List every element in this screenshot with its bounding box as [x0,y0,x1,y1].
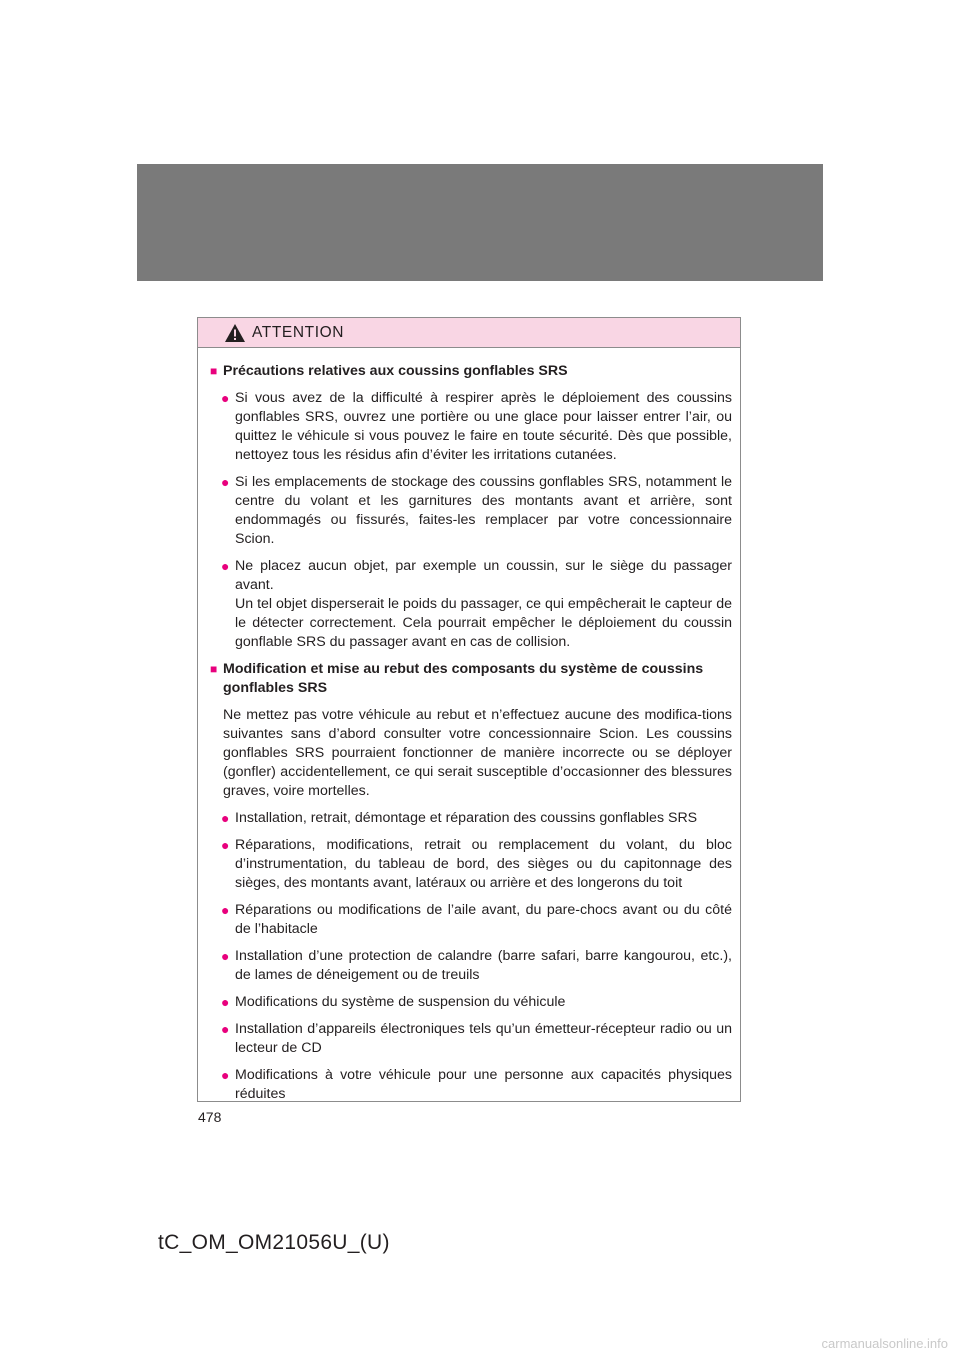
watermark: carmanualsonline.info [821,1336,948,1351]
bullet-text: Si vous avez de la difficulté à respirer après le déploiement des coussins gonflables SRS, ouvrez une portière ou une glace pour laisser entrer l’air, ou quittez le véhicule si vous pouvez le faire en toute sécurité. Dès que possible, nettoyez tous les résidus afin d’éviter les irritations cutanées. [235,390,732,463]
square-bullet-icon: ■ [210,364,218,378]
bullet-item [210,947,732,985]
round-bullet-icon: ● [221,902,230,918]
bullet-text: Réparations ou modifications de l’aile avant, du pare-chocs avant ou du côté de l’habitacle [235,902,732,937]
document-id: tC_OM_OM21056U_(U) [158,1231,390,1254]
bullet-item [210,1066,732,1104]
bullet-text: Modifications du système de suspension du véhicule [235,994,566,1010]
chapter-header-band [137,164,823,281]
bullet-text: Installation d’appareils électroniques tels qu’un émetteur-récepteur radio ou un lecteur de CD [235,1021,732,1056]
bullet-item [210,993,732,1012]
round-bullet-icon: ● [221,1021,230,1037]
section-paragraph: Ne mettez pas votre véhicule au rebut et n’effectuez aucune des modifica-tions suivantes sans d’abord consulter votre concessionnaire Scion. Les coussins gonflables SRS pourraient fonctionner de manière incorrecte ou se déployer (gonfler) accidentellement, ce qui serait susceptible d’occasionner des blessures graves, voire mortelles. [223,707,732,799]
bullet-text: Modifications à votre véhicule pour une personne aux capacités physiques réduites [235,1067,732,1102]
bullet-text: Ne placez aucun objet, par exemple un coussin, sur le siège du passager avant. Un tel objet disperserait le poids du passager, ce qui empêcherait le capteur de le détecter correctement. Cela pourrait empêcher le déploiement du coussin gonflable SRS du passager avant en cas de collision. [235,558,732,650]
attention-title: ATTENTION [252,323,345,341]
section-title [210,362,732,381]
attention-box [197,317,741,1102]
round-bullet-icon: ● [221,474,230,490]
round-bullet-icon: ● [221,810,230,826]
bullet-text: Installation d’une protection de calandre (barre safari, barre kangourou, etc.), de lames de déneigement ou de treuils [235,948,732,983]
square-bullet-icon: ■ [210,662,218,676]
bullet-text: Réparations, modifications, retrait ou remplacement du volant, du bloc d’instrumentation, du tableau de bord, des sièges ou du capitonnage des sièges, des montants avant, latéraux ou arrière et des longerons du toit [235,837,732,891]
round-bullet-icon: ● [221,1067,230,1083]
page-number: 478 [198,1109,222,1125]
bullet-text: Installation, retrait, démontage et réparation des coussins gonflables SRS [235,810,698,826]
bullet-item [210,473,732,549]
warning-triangle-icon [224,323,246,343]
bullet-item [210,557,732,652]
attention-body [198,348,740,1104]
bullet-item [210,809,732,828]
round-bullet-icon: ● [221,994,230,1010]
bullet-item [210,901,732,939]
round-bullet-icon: ● [221,837,230,853]
bullet-item [210,389,732,465]
attention-header [198,318,740,348]
section-title [210,660,732,698]
round-bullet-icon: ● [221,390,230,406]
section-title-text: Modification et mise au rebut des composants du système de coussins gonflables SRS [223,661,704,696]
bullet-item [210,1020,732,1058]
bullet-item [210,836,732,893]
section-title-text: Précautions relatives aux coussins gonflables SRS [223,363,568,379]
round-bullet-icon: ● [221,948,230,964]
round-bullet-icon: ● [221,558,230,574]
bullet-text: Si les emplacements de stockage des coussins gonflables SRS, notamment le centre du volant et les garnitures des montants avant et arrière, sont endommagés ou fissurés, faites-les remplacer par votre concessionnaire Scion. [235,474,732,547]
